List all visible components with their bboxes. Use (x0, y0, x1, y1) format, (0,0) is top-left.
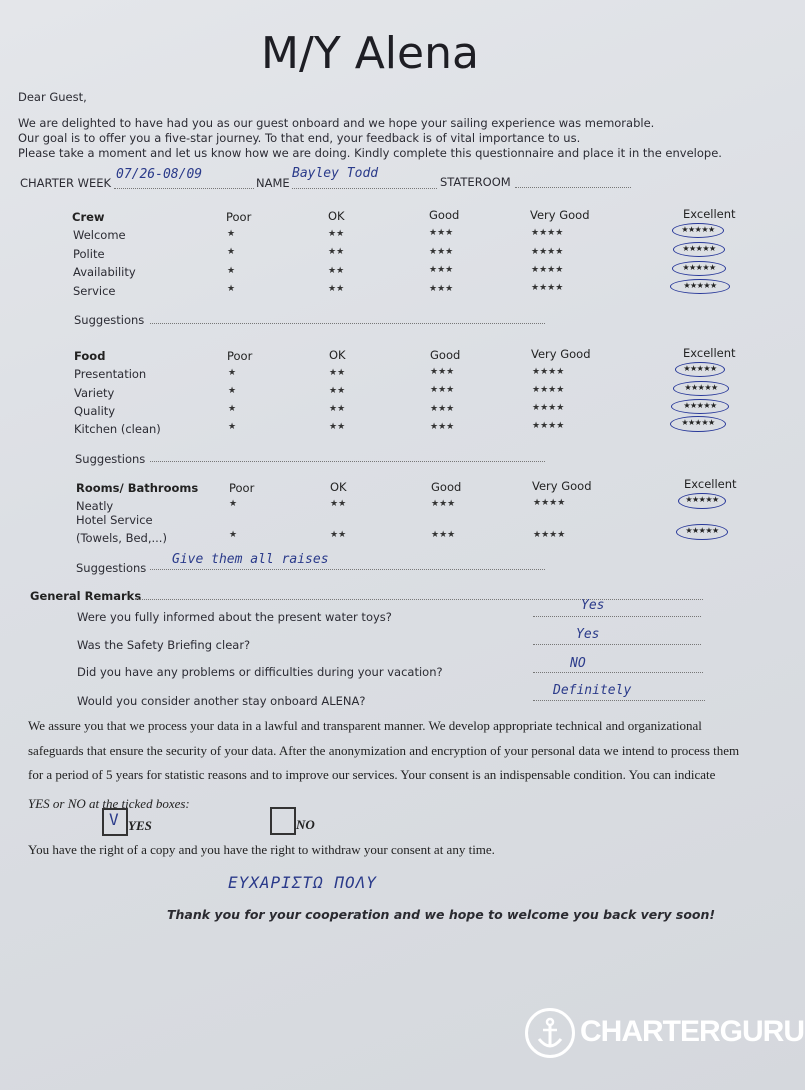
col-very-good: Very Good (532, 479, 592, 493)
answer-water-toys[interactable]: Yes (581, 598, 605, 613)
rating-ok[interactable]: ★★ (329, 368, 346, 378)
rating-ok[interactable]: ★★ (328, 266, 345, 276)
rooms-suggestion-value[interactable]: Give them all raises (172, 552, 329, 567)
rating-very-good[interactable]: ★★★★ (531, 283, 564, 293)
rating-good[interactable]: ★★★ (429, 265, 454, 275)
rating-good[interactable]: ★★★ (431, 530, 456, 540)
consent-yes-label: YES (128, 818, 152, 833)
col-poor: Poor (229, 481, 255, 495)
rooms-item-neatly: Neatly (76, 499, 114, 513)
thank-you-line: Thank you for your cooperation and we hope to welcome you back very soon! (167, 907, 716, 922)
rating-excellent-circled[interactable]: ★★★★★ (678, 493, 726, 509)
privacy-line-1: We assure you that we process your data in a lawful and transparent manner. We develop appropriate technical and organizational (28, 718, 702, 733)
rating-good[interactable]: ★★★ (430, 422, 455, 432)
charter-week-value[interactable]: 07/26-08/09 (116, 167, 203, 182)
food-heading: Food (74, 349, 106, 363)
rating-excellent-circled[interactable]: ★★★★★ (670, 279, 730, 294)
rating-poor[interactable]: ★ (227, 284, 236, 294)
rating-very-good[interactable]: ★★★★ (531, 247, 564, 257)
anchor-icon (525, 1008, 575, 1058)
intro-line-1: We are delighted to have had you as our guest onboard and we hope your sailing experience was memorable. (18, 116, 655, 130)
col-excellent: Excellent (683, 346, 736, 360)
rating-ok[interactable]: ★★ (328, 284, 345, 294)
rating-very-good[interactable]: ★★★★ (532, 385, 565, 395)
rating-good[interactable]: ★★★ (431, 499, 456, 509)
rating-very-good[interactable]: ★★★★ (533, 530, 566, 540)
col-ok: OK (329, 348, 346, 362)
col-good: Good (429, 208, 460, 222)
rooms-item-towels-bed: (Towels, Bed,...) (76, 531, 167, 545)
intro-line-2: Our goal is to offer you a five-star journey. To that end, your feedback is of vital importance to us. (18, 131, 581, 145)
answer-problems[interactable]: NO (570, 656, 586, 671)
stateroom-field[interactable] (515, 187, 631, 188)
check-mark: V (109, 810, 119, 829)
crew-suggestions-label: Suggestions (74, 313, 145, 327)
rating-very-good[interactable]: ★★★★ (533, 498, 566, 508)
rating-excellent-circled[interactable]: ★★★★★ (676, 524, 728, 540)
crew-item-polite: Polite (73, 247, 105, 261)
watermark-logo: CHARTERGURU (580, 1015, 804, 1048)
crew-suggestions-field[interactable] (150, 323, 545, 324)
rating-poor[interactable]: ★ (229, 530, 238, 540)
rating-excellent-circled[interactable]: ★★★★★ (673, 381, 729, 396)
greeting: Dear Guest, (18, 90, 87, 104)
rating-ok[interactable]: ★★ (330, 530, 347, 540)
name-label: NAME (256, 176, 290, 190)
rating-excellent-circled[interactable]: ★★★★★ (672, 223, 724, 238)
question-safety-briefing: Was the Safety Briefing clear? (77, 638, 251, 652)
rating-poor[interactable]: ★ (227, 266, 236, 276)
rating-ok[interactable]: ★★ (328, 247, 345, 257)
rooms-heading: Rooms/ Bathrooms (76, 481, 199, 495)
crew-item-availability: Availability (73, 265, 136, 279)
rating-good[interactable]: ★★★ (430, 404, 455, 414)
col-excellent: Excellent (683, 207, 736, 221)
food-item-kitchen: Kitchen (clean) (74, 422, 161, 436)
question-water-toys: Were you fully informed about the present water toys? (77, 610, 392, 624)
rating-poor[interactable]: ★ (229, 499, 238, 509)
form-title: M/Y Alena (261, 28, 479, 79)
food-suggestions-label: Suggestions (75, 452, 146, 466)
food-item-variety: Variety (74, 386, 115, 400)
general-remarks-heading: General Remarks (30, 589, 142, 603)
rating-excellent-circled[interactable]: ★★★★★ (671, 399, 729, 414)
consent-no-label: NO (296, 817, 315, 832)
consent-no-checkbox[interactable] (270, 807, 296, 835)
rating-excellent-circled[interactable]: ★★★★★ (673, 242, 725, 257)
rating-poor[interactable]: ★ (227, 229, 236, 239)
rating-ok[interactable]: ★★ (328, 229, 345, 239)
col-very-good: Very Good (530, 208, 590, 222)
handwritten-closing: ΕΥΧΑΡΙΣΤΩ ΠΟΛΥ (228, 873, 377, 892)
privacy-line-4: YES or NO at the ticked boxes: (28, 796, 190, 811)
rating-good[interactable]: ★★★ (430, 385, 455, 395)
col-good: Good (431, 480, 462, 494)
col-ok: OK (328, 209, 345, 223)
rating-poor[interactable]: ★ (227, 247, 236, 257)
rating-excellent-circled[interactable]: ★★★★★ (670, 416, 726, 432)
rating-very-good[interactable]: ★★★★ (532, 403, 565, 413)
col-excellent: Excellent (684, 477, 737, 491)
rating-ok[interactable]: ★★ (330, 499, 347, 509)
rating-very-good[interactable]: ★★★★ (532, 421, 565, 431)
rating-excellent-circled[interactable]: ★★★★★ (672, 261, 726, 276)
intro-line-3: Please take a moment and let us know how we are doing. Kindly complete this questionnaire and place it in the envelope. (18, 146, 722, 160)
name-value[interactable]: Bayley Todd (292, 166, 379, 181)
rating-ok[interactable]: ★★ (329, 422, 346, 432)
food-suggestions-field[interactable] (150, 461, 545, 462)
rooms-item-hotel-service: Hotel Service (76, 513, 153, 527)
rating-very-good[interactable]: ★★★★ (531, 265, 564, 275)
consent-yes-checkbox[interactable] (102, 808, 128, 836)
rating-ok[interactable]: ★★ (329, 386, 346, 396)
answer-stay-again[interactable]: Definitely (553, 683, 632, 698)
col-very-good: Very Good (531, 347, 591, 361)
rating-good[interactable]: ★★★ (430, 367, 455, 377)
rating-poor[interactable]: ★ (228, 422, 237, 432)
col-good: Good (430, 348, 461, 362)
rating-very-good[interactable]: ★★★★ (531, 228, 564, 238)
rating-very-good[interactable]: ★★★★ (532, 367, 565, 377)
crew-item-service: Service (73, 284, 116, 298)
rating-poor[interactable]: ★ (228, 368, 237, 378)
col-ok: OK (330, 480, 347, 494)
privacy-line-2: safeguards that ensure the security of your data. After the anonymization and encryption of your personal data we intend to process them (28, 743, 740, 758)
crew-heading: Crew (72, 210, 105, 224)
food-item-presentation: Presentation (74, 367, 147, 381)
rating-poor[interactable]: ★ (228, 386, 237, 396)
rating-poor[interactable]: ★ (228, 404, 237, 414)
rooms-suggestions-label: Suggestions (76, 561, 147, 575)
charter-week-label: CHARTER WEEK (20, 176, 112, 190)
rating-excellent-circled[interactable]: ★★★★★ (675, 362, 725, 377)
answer-safety-briefing[interactable]: Yes (576, 627, 600, 642)
crew-item-welcome: Welcome (73, 228, 126, 242)
rating-ok[interactable]: ★★ (329, 404, 346, 414)
rating-good[interactable]: ★★★ (429, 284, 454, 294)
col-poor: Poor (226, 210, 252, 224)
rights-text: You have the right of a copy and you have the right to withdraw your consent at any time. (28, 842, 495, 857)
col-poor: Poor (227, 349, 253, 363)
food-item-quality: Quality (74, 404, 116, 418)
stateroom-label: STATEROOM (440, 175, 511, 189)
privacy-line-3: for a period of 5 years for statistic reasons and to improve our services. Your consent is an indispensable condition. You can indicate (28, 767, 716, 782)
question-problems: Did you have any problems or difficulties during your vacation? (77, 665, 443, 679)
question-stay-again: Would you consider another stay onboard ALENA? (77, 694, 366, 708)
rating-good[interactable]: ★★★ (429, 247, 454, 257)
rating-good[interactable]: ★★★ (429, 228, 454, 238)
